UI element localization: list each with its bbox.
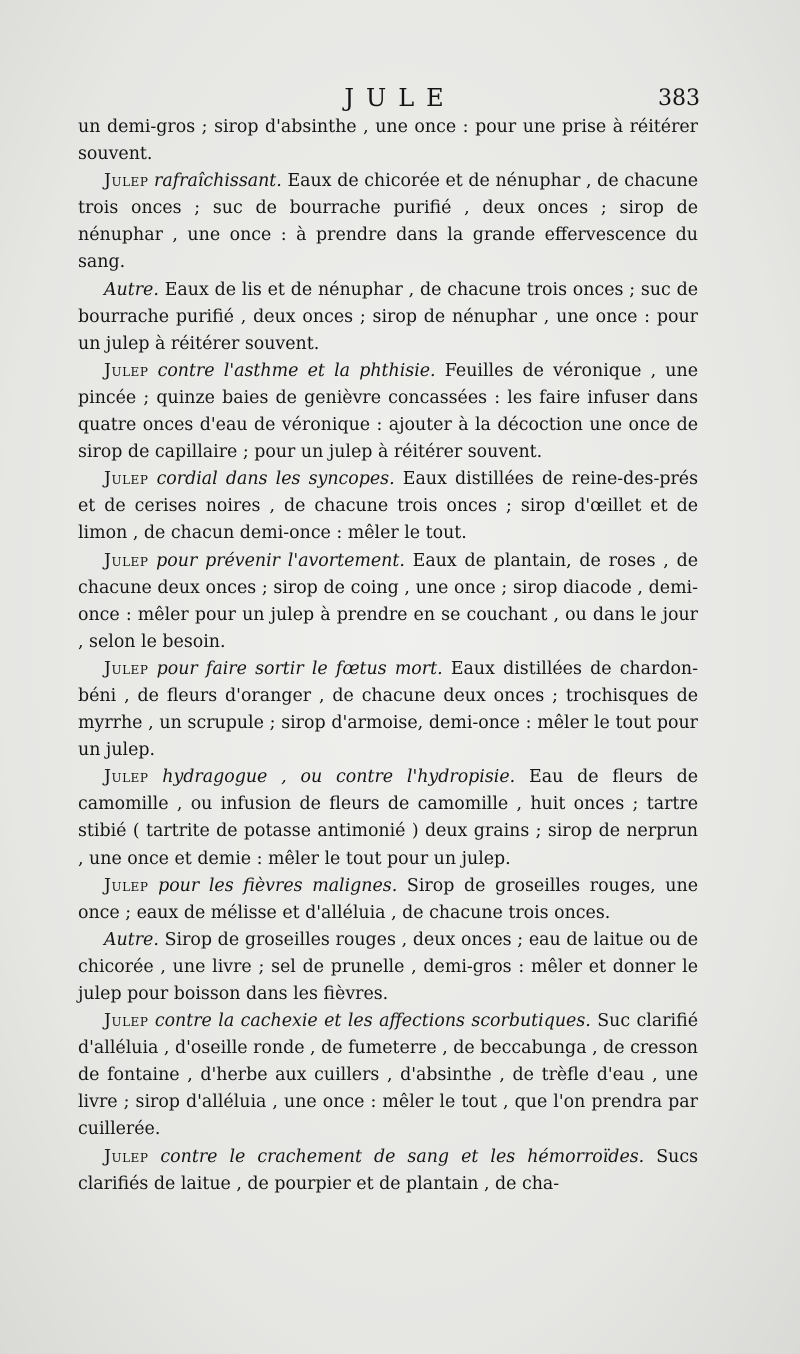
entry-body: Eaux de lis et de nénuphar , de chacune trois onces ; suc de bourrache purifié , deux onces ; sirop de nénuphar , une once : pour un julep à réitérer souvent. xyxy=(78,279,698,354)
entry-body: Eaux de chicorée et de nénuphar , de chacune trois onces ; suc de bourrache purifié , deux onces ; sirop de nénuphar , une once : à prendre dans la grande effervescence du sang. xyxy=(78,171,698,273)
entry-headword: Julep xyxy=(104,1146,149,1167)
entry-body: Eaux de plantain, de roses , de chacune deux onces ; sirop de coing , une once ; sirop diacode , demi-once : mêler pour un julep à prendre en se couchant , ou dans le jour , selon le besoin. xyxy=(78,550,699,652)
entry-headword: Julep xyxy=(104,1011,149,1032)
entry-title: Autre. xyxy=(104,279,159,300)
entry-title: hydragogue , ou contre l'hydropisie. xyxy=(162,767,516,788)
entry-continuation xyxy=(78,114,698,168)
entry-body: Eaux distillées de chardon-béni , de fleurs d'oranger , de chacune deux onces ; trochisques de myrrhe , un scrupule ; sirop d'armoise, demi-once : mêler le tout pour un julep. xyxy=(78,658,698,761)
entry-julep-cachexie xyxy=(78,1008,698,1143)
entry-title: cordial dans les syncopes. xyxy=(156,469,395,490)
entry-body: Sirop de groseilles rouges, une once ; eaux de mélisse et d'alléluia , de chacune trois onces. xyxy=(78,875,698,923)
page-header xyxy=(0,84,800,116)
entry-body: Suc clarifié d'alléluia , d'oseille ronde , de fumeterre , de beccabunga , de cresson de fontaine , d'herbe aux cuillers , d'absinthe , de trèfle d'eau , une livre ; sirop d'alléluia , une once : mêler le tout , que l'on prendra par cuillerée. xyxy=(78,1011,698,1140)
entry-body: un demi-gros ; sirop d'absinthe , une once : pour une prise à réitérer souvent. xyxy=(78,117,698,165)
entry-body: Sucs clarifiés de laitue , de pourpier et de plantain , de cha- xyxy=(78,1146,698,1194)
body-text xyxy=(78,114,698,1198)
entry-title: Autre. xyxy=(104,929,159,950)
entry-headword: Julep xyxy=(104,658,149,679)
running-head: JULE xyxy=(344,84,456,112)
entry-headword: Julep xyxy=(104,550,149,571)
entry-title: contre le crachement de sang et les hémorroïdes. xyxy=(160,1146,645,1167)
entry-julep-hydragogue xyxy=(78,764,698,872)
entry-body: Feuilles de véronique , une pincée ; quinze baies de genièvre concassées : les faire infuser dans quatre onces d'eau de véronique : ajouter à la décoction une once de sirop de capillaire ; pour un julep à réitérer souvent. xyxy=(78,360,699,463)
entry-julep-fievres xyxy=(78,873,698,927)
entry-body: Eaux distillées de reine-des-prés et de cerises noires , de chacune trois onces ; sirop d'œillet et de limon , de chacun demi-once : mêler le tout. xyxy=(78,469,699,544)
entry-headword: Julep xyxy=(104,875,149,896)
entry-headword: Julep xyxy=(104,171,149,192)
entry-julep-asthme xyxy=(78,358,698,466)
entry-title: pour faire sortir le fœtus mort. xyxy=(156,658,443,679)
entry-title: contre l'asthme et la phthisie. xyxy=(157,360,436,381)
page-number: 383 xyxy=(658,86,700,111)
entry-julep-crachement xyxy=(78,1144,698,1198)
entry-autre-1 xyxy=(78,277,698,358)
entry-title: pour prévenir l'avortement. xyxy=(156,550,405,571)
entry-headword: Julep xyxy=(104,360,149,381)
entry-title: pour les fièvres malignes. xyxy=(158,875,398,896)
entry-julep-rafraichissant xyxy=(78,168,698,276)
entry-title: rafraîchissant. xyxy=(154,171,282,192)
entry-body: Eau de fleurs de camomille , ou infusion de fleurs de camomille , huit onces ; tartre stibié ( tartrite de potasse antimonié ) deux grains ; sirop de nerprun , une once et demie : mêler le tout pour un julep. xyxy=(78,767,699,869)
entry-body: Sirop de groseilles rouges , deux onces ; eau de laitue ou de chicorée , une livre ; sel de prunelle , demi-gros : mêler et donner le julep pour boisson dans les fièvres. xyxy=(78,929,698,1004)
entry-julep-foetus xyxy=(78,656,698,764)
entry-julep-cordial xyxy=(78,466,698,547)
entry-autre-2 xyxy=(78,927,698,1008)
entry-title: contre la cachexie et les affections scorbutiques. xyxy=(154,1011,591,1032)
entry-julep-avortement xyxy=(78,548,698,656)
entry-headword: Julep xyxy=(104,767,149,788)
entry-headword: Julep xyxy=(104,469,149,490)
